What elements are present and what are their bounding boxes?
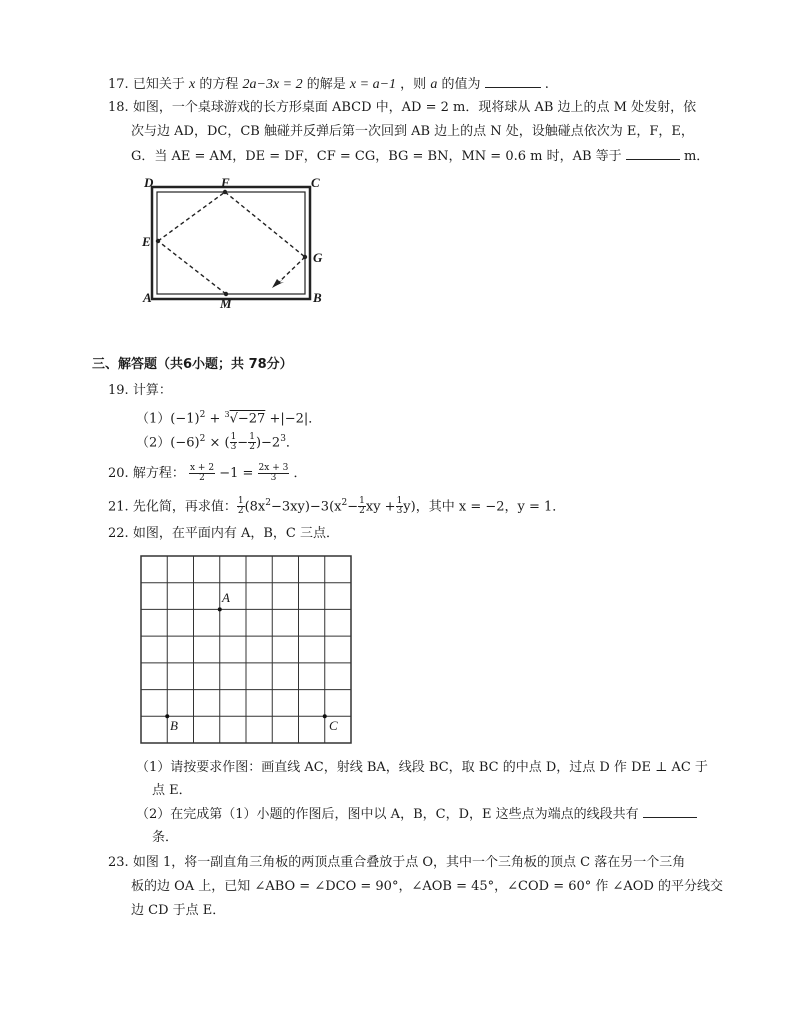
table-outer-border: [152, 187, 310, 299]
q18-answer-blank[interactable]: [626, 147, 680, 160]
question-22: 22. 如图，在平面内有 A，B，C 三点．: [108, 526, 339, 541]
q22-part1-line2: 点 E．: [152, 783, 192, 798]
q20-number: 20.: [108, 466, 129, 481]
grid-point-A: [218, 607, 222, 611]
label-C: C: [311, 175, 320, 190]
grid-label-C: C: [329, 718, 338, 733]
label-D: D: [144, 175, 154, 190]
q17-solution: x = a−1: [349, 77, 397, 92]
q22-part2-line2: 条．: [152, 830, 179, 845]
q17-number: 17.: [108, 77, 129, 92]
grid-label-B: B: [170, 718, 178, 733]
q19-part1: $(1)(-1)^2 + ^3√-27 +|-2|$．: [136, 410, 322, 427]
label-G: G: [313, 250, 323, 265]
label-E: E: [142, 234, 151, 249]
question-21: 21. 先化简，再求值： $\frac{1}{2}$ $(8x^2-3xy)-3(x^2-$ $\frac{1}{2}$ xy + $\frac{1}{3}$ y)，其中 x = −2，y = 1．: [108, 496, 566, 517]
ball-path: [158, 192, 305, 294]
label-M: M: [220, 296, 232, 311]
q17-answer-blank[interactable]: [485, 75, 541, 88]
label-A: A: [143, 290, 152, 305]
q23-number: 23.: [108, 855, 129, 870]
q18-number: 18.: [108, 100, 129, 115]
grid-lines: [141, 556, 351, 743]
q17-equation: 2a−3x = 2: [242, 77, 303, 92]
q22-part2-line1: （2）在完成第（1）小题的作图后，图中以 A，B，C，D，E 这些点为端点的线段共有: [136, 805, 697, 824]
billiard-table-figure: [138, 175, 338, 315]
section-3-title: 三、解答题（共6小题；共 78分）: [92, 357, 293, 372]
q19-number: 19.: [108, 383, 129, 398]
q22-answer-blank[interactable]: [643, 805, 697, 818]
question-18-line1: 18. 如图，一个桌球游戏的长方形桌面 ABCD 中，AD = 2 m．现将球从 AB 边上的点 M 处发射，依: [108, 100, 697, 115]
question-17: 17. 已知关于 x 的方程 2a−3x = 2 的解是 x = a−1 ，则 a 的值为 .: [108, 77, 549, 92]
point-G: [303, 255, 307, 259]
question-23-line3: 边 CD 于点 E．: [131, 903, 226, 918]
question-18-line2: 次与边 AD，DC，CB 触碰并反弹后第一次回到 AB 边上的点 N 处，设触碰点依次为 E，F，E，: [131, 124, 694, 139]
q22-part1-line1: （1）请按要求作图：画直线 AC，射线 BA，线段 BC，取 BC 的中点 D，过点 D 作 DE ⊥ AC 于: [136, 760, 708, 775]
q21-number: 21.: [108, 499, 129, 515]
q22-number: 22.: [108, 526, 129, 541]
point-E: [156, 239, 160, 243]
grid-point-B: [165, 714, 169, 718]
grid-point-C: [323, 714, 327, 718]
question-19: 19. 计算：: [108, 383, 172, 398]
label-B: B: [313, 290, 322, 305]
label-F: F: [221, 175, 230, 190]
q19-part2: $(2)(-6)^2$ × ( $\frac{1}{3}$ − $\frac{1}{2}$ )$-2^3$．: [136, 432, 299, 453]
question-18-line3: G．当 AE = AM，DE = DF，CF = CG，BG = BN，MN = 0.6 m 时，AB 等于 m．: [131, 149, 710, 164]
question-23-line1: 23. 如图 1，将一副直角三角板的两顶点重合叠放于点 O，其中一个三角板的顶点 C 落在另一个三角: [108, 855, 686, 870]
question-20: 20. 解方程： $\frac{x + 2}{2}$ −1 = $\frac{2x + 3}{3}$ ．: [108, 463, 307, 483]
grid-label-A: A: [222, 590, 230, 605]
question-23-line2: 板的边 OA 上，已知 ∠ABO = ∠DCO = 90°，∠AOB = 45°，∠COD = 60° 作 ∠AOD 的平分线交: [131, 879, 724, 894]
